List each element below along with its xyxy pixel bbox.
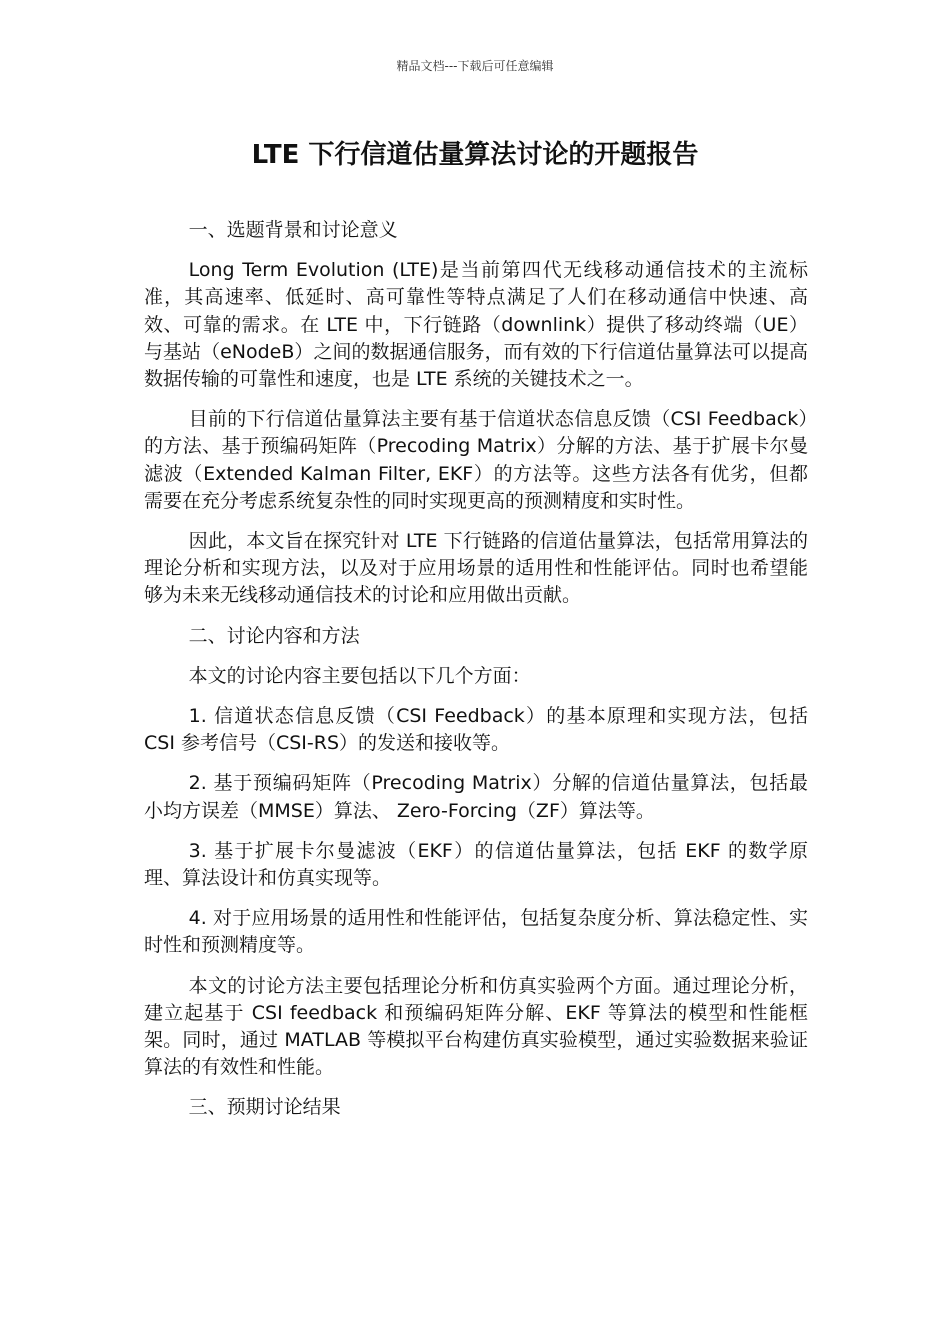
document-title: LTE 下行信道估量算法讨论的开题报告 bbox=[251, 140, 699, 170]
document-body bbox=[144, 217, 808, 1135]
paragraph-lte-intro: Long Term Evolution (LTE)是当前第四代无线移动通信技术的主流标准，其高速率、低延时、高可靠性等特点满足了人们在移动通信中快速、高效、可靠的需求。在 LTE 中，下行链路（downlink）提供了移动终端（UE）与基站（eNodeB）之间的数据通信服务，而有效的下行信道估量算法可以提高数据传输的可靠性和速度，也是 LTE 系统的关键技术之一。 bbox=[144, 259, 808, 391]
list-item-precoding-matrix: 2. 基于预编码矩阵（Precoding Matrix）分解的信道估量算法，包括最小均方误差（MMSE）算法、 Zero-Forcing（ZF）算法等。 bbox=[144, 772, 808, 822]
paragraph-content-intro: 本文的讨论内容主要包括以下几个方面： bbox=[188, 664, 531, 687]
section-heading-background: 一、选题背景和讨论意义 bbox=[188, 219, 398, 241]
section-heading-content-methods: 二、讨论内容和方法 bbox=[188, 624, 360, 647]
list-item-ekf: 3. 基于扩展卡尔曼滤波（EKF）的信道估量算法，包括 EKF 的数学原理、算法设计和仿真实现等。 bbox=[144, 839, 808, 890]
paragraph-research-method: 本文的讨论方法主要包括理论分析和仿真实验两个方面。通过理论分析，建立起基于 CSI feedback 和预编码矩阵分解、EKF 等算法的模型和性能框架。同时，通过 MATLAB 等模拟平台构建仿真实验模型，通过实验数据来验证算法的有效性和性能。 bbox=[144, 974, 808, 1079]
paragraph-purpose: 因此，本文旨在探究针对 LTE 下行链路的信道估量算法，包括常用算法的理论分析和实现方法，以及对于应用场景的适用性和性能评估。同时也希望能够为未来无线移动通信技术的讨论和应用做出贡献。 bbox=[144, 530, 808, 607]
section-heading-expected-results: 三、预期讨论结果 bbox=[188, 1096, 341, 1119]
paragraph-current-methods: 目前的下行信道估量算法主要有基于信道状态信息反馈（CSI Feedback）的方法、基于预编码矩阵（Precoding Matrix）分解的方法、基于扩展卡尔曼滤波（Extended Kalman Filter, EKF）的方法等。这些方法各有优劣，但都需要在充分考虑系统复杂性的同时实现更高的预测精度和实时性。 bbox=[144, 408, 808, 512]
list-item-evaluation: 4. 对于应用场景的适用性和性能评估，包括复杂度分析、算法稳定性、实时性和预测精度等。 bbox=[144, 907, 808, 957]
list-item-csi-feedback: 1. 信道状态信息反馈（CSI Feedback）的基本原理和实现方法，包括 CSI 参考信号（CSI-RS）的发送和接收等。 bbox=[144, 705, 808, 755]
page-header: 精品文档---下载后可任意编辑 bbox=[396, 59, 554, 73]
